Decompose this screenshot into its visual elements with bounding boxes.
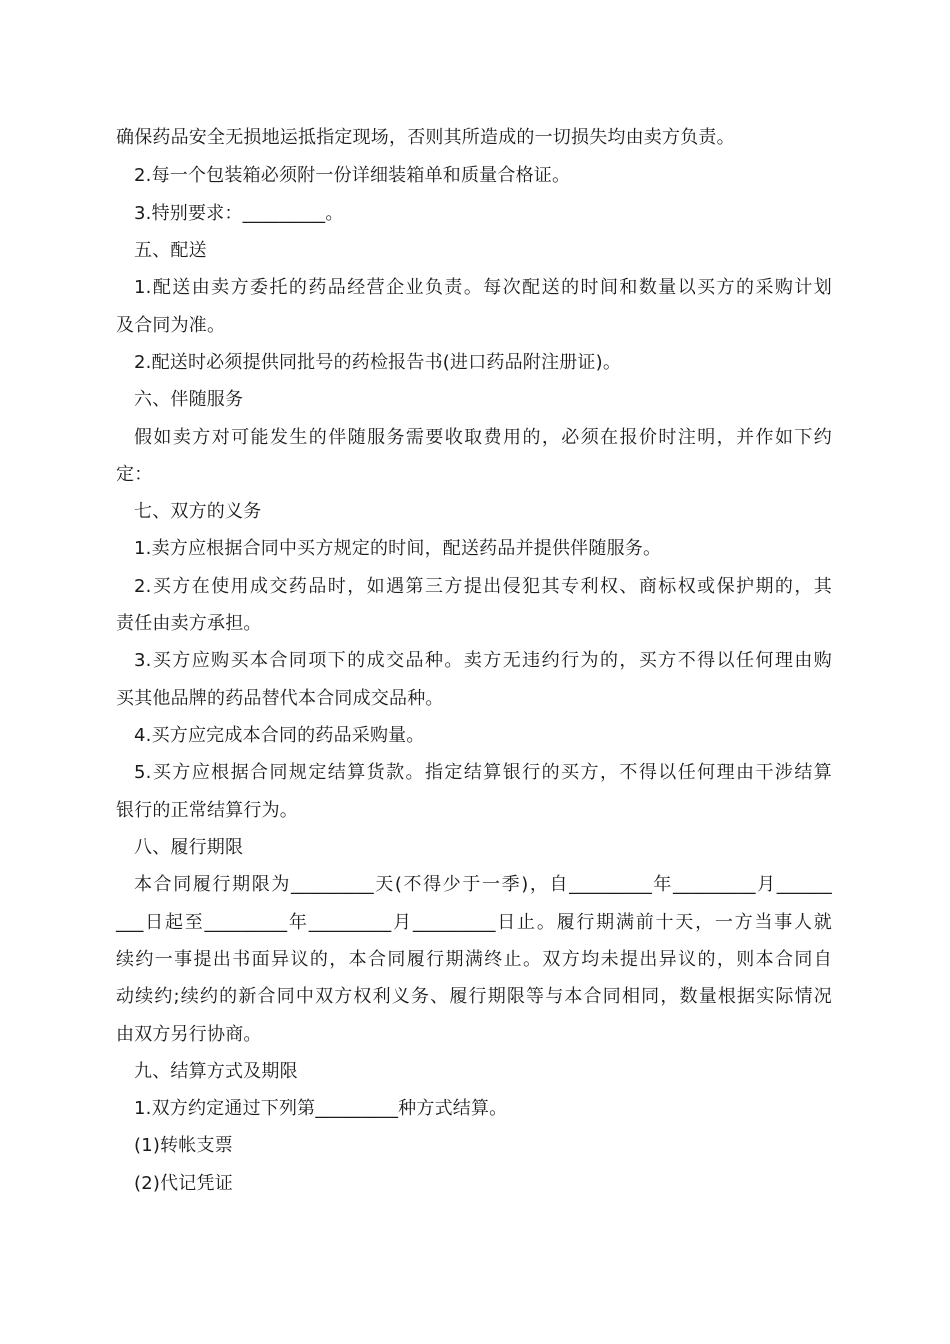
text-line: 1.配送由卖方委托的药品经营企业负责。每次配送的时间和数量以买方的采购计划 bbox=[134, 277, 832, 298]
text-line: 确保药品安全无损地运抵指定现场，否则其所造成的一切损失均由卖方负责。 bbox=[116, 127, 735, 148]
text-line: 本合同履行期限为_________天(不得少于一季)，自_________年_________月______ bbox=[134, 874, 832, 895]
section-heading: 五、配送 bbox=[134, 240, 207, 261]
text-line: 2.配送时必须提供同批号的药检报告书(进口药品附注册证)。 bbox=[134, 352, 622, 373]
section-heading: 六、伴随服务 bbox=[134, 389, 244, 410]
text-line: 3.特别要求：_________。 bbox=[134, 203, 344, 224]
list-item: (2)代记凭证 bbox=[134, 1173, 233, 1194]
text-line: 动续约;续约的新合同中双方权利义务、履行期限等与本合同相同，数量根据实际情况 bbox=[116, 986, 832, 1007]
text-line: 1.卖方应根据合同中买方规定的时间，配送药品并提供伴随服务。 bbox=[134, 538, 662, 559]
text-line: 4.买方应完成本合同的药品采购量。 bbox=[134, 725, 425, 746]
list-item: (1)转帐支票 bbox=[134, 1135, 233, 1156]
text-line: 买其他品牌的药品替代本合同成交品种。 bbox=[116, 688, 444, 709]
text-line: ___日起至_________年_________月_________日止。履行期满前十天，一方当事人就 bbox=[116, 912, 832, 933]
text-line: 1.双方约定通过下列第_________种方式结算。 bbox=[134, 1098, 508, 1119]
text-line: 2.每一个包装箱必须附一份详细装箱单和质量合格证。 bbox=[134, 165, 571, 186]
text-line: 续约一事提出书面异议的，本合同履行期满终止。双方均未提出异议的，则本合同自 bbox=[116, 949, 832, 970]
text-line: 假如卖方对可能发生的伴随服务需要收取费用的，必须在报价时注明，并作如下约 bbox=[134, 427, 832, 448]
text-line: 2.买方在使用成交药品时，如遇第三方提出侵犯其专利权、商标权或保护期的，其 bbox=[134, 576, 832, 597]
text-line: 5.买方应根据合同规定结算货款。指定结算银行的买方，不得以任何理由干涉结算 bbox=[134, 762, 832, 783]
text-line: 银行的正常结算行为。 bbox=[116, 800, 298, 821]
text-line: 责任由卖方承担。 bbox=[116, 613, 262, 634]
text-line: 3.买方应购买本合同项下的成交品种。卖方无违约行为的，买方不得以任何理由购 bbox=[134, 650, 832, 671]
section-heading: 九、结算方式及期限 bbox=[134, 1061, 298, 1082]
text-line: 定： bbox=[116, 464, 153, 485]
text-line: 及合同为准。 bbox=[116, 315, 226, 336]
text-line: 由双方另行协商。 bbox=[116, 1024, 262, 1045]
section-heading: 八、履行期限 bbox=[134, 837, 244, 858]
section-heading: 七、双方的义务 bbox=[134, 501, 262, 522]
